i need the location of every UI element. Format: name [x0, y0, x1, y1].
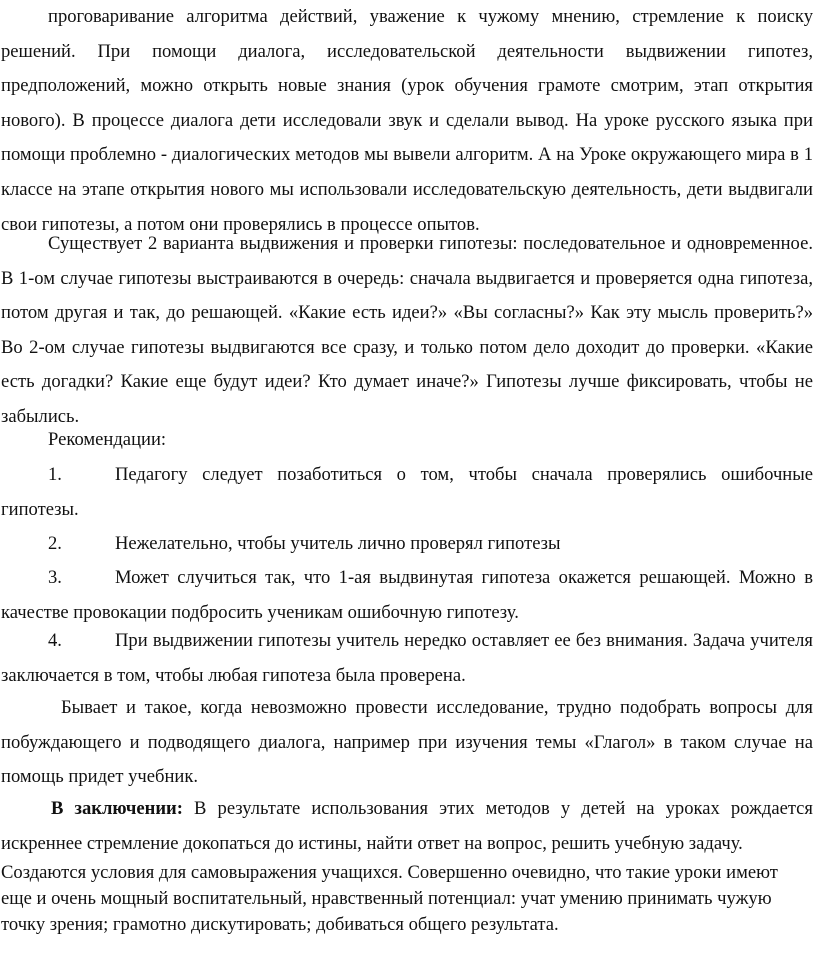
recommendation-number: 3. — [48, 567, 62, 588]
paragraph-textbook: Бывает и такое, когда невозможно провести исследование, трудно подобрать вопросы для побуждающего и подводящего диалога, например при изучения темы «Глагол» в таком случае на помощь придет учебник. — [1, 697, 813, 788]
recommendation-item-3 — [1, 561, 813, 630]
paragraph-final: Создаются условия для самовыражения учащихся. Совершенно очевидно, что такие уроки имеют еще и очень мощный воспитательный, нравственный потенциал: учат умению принимать чужую точку зрения; грамотно дискутировать; добиваться общего результата. — [1, 862, 778, 935]
conclusion-label: В заключении: — [51, 798, 183, 819]
paragraph-intro: проговаривание алгоритма действий, уважение к чужому мнению, стремление к поиску решений. При помощи диалога, исследовательской деятельности выдвижении гипотез, предположений, можно открыть новые знания (урок обучения грамоте смотрим, этап открытия нового). В процессе диалога дети исследовали звук и сделали вывод. На уроке русского языка при помощи проблемно - диалогических методов мы вывели алгоритм. А на Уроке окружающего мира в 1 классе на этапе открытия нового мы использовали исследовательскую деятельность, дети выдвигали свои гипотезы, а потом они проверялись в процессе опытов. — [1, 6, 813, 235]
conclusion-text: В результате использования этих методов у детей на уроках рождается искреннее стремление докопаться до истины, найти ответ на вопрос, решить учебную задачу. — [1, 798, 813, 854]
paragraph-hypothesis-variants: Существует 2 варианта выдвижения и проверки гипотезы: последовательное и одновременное. В 1-ом случае гипотезы выстраиваются в очередь: сначала выдвигается и проверяется одна гипотеза, потом другая и так, до решающей. «Какие есть идеи?» «Вы согласны?» Как эту мысль проверить?» Во 2-ом случае гипотезы выдвигаются все сразу, и только потом дело доходит до проверки. «Какие есть догадки? Какие еще будут идеи? Кто думает иначе?» Гипотезы лучше фиксировать, чтобы не забылись. — [1, 233, 813, 427]
recommendations-heading: Рекомендации: — [48, 429, 167, 450]
recommendation-text: При выдвижении гипотезы учитель нередко оставляет ее без внимания. Задача учителя заключается в том, чтобы любая гипотеза была проверена. — [1, 630, 813, 686]
recommendation-item-2 — [1, 527, 813, 562]
paragraph-conclusion — [1, 792, 813, 861]
recommendation-number: 2. — [48, 533, 62, 554]
recommendation-item-4 — [1, 624, 813, 693]
recommendation-number: 1. — [48, 464, 62, 485]
recommendation-text: Может случиться так, что 1-ая выдвинутая гипотеза окажется решающей. Можно в качестве провокации подбросить ученикам ошибочную гипотезу. — [1, 567, 813, 623]
recommendation-text: Педагогу следует позаботиться о том, чтобы сначала проверялись ошибочные гипотезы. — [1, 464, 813, 520]
recommendation-item-1 — [1, 458, 813, 527]
recommendation-text: Нежелательно, чтобы учитель лично проверял гипотезы — [115, 533, 561, 554]
recommendation-number: 4. — [48, 630, 62, 651]
